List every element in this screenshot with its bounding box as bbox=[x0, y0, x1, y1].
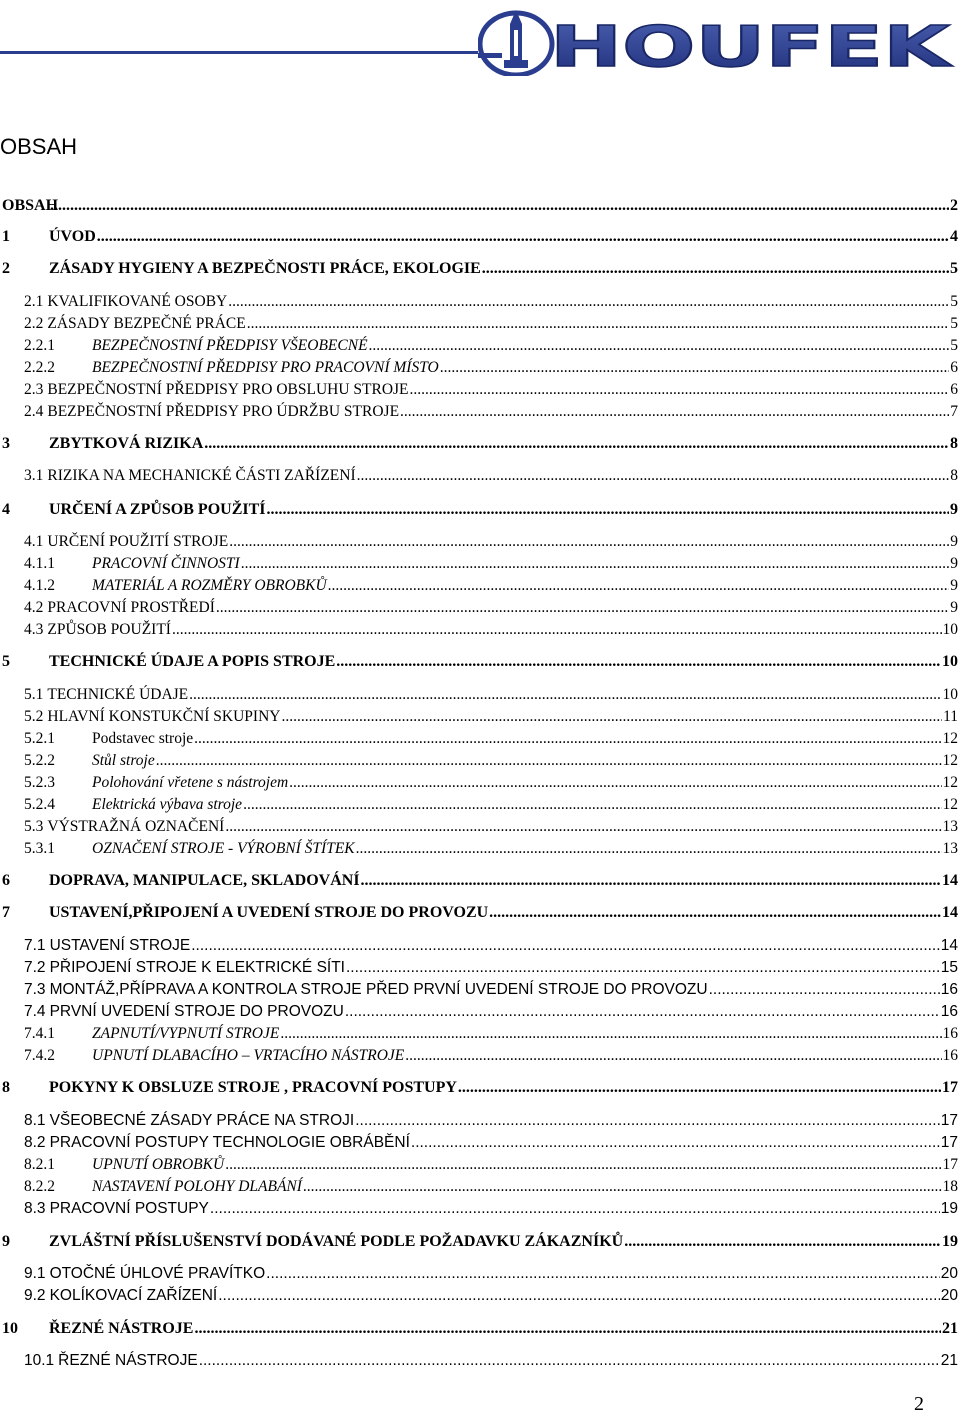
toc-entry-page: 10 bbox=[942, 653, 958, 670]
toc-entry[interactable] bbox=[0, 1152, 958, 1174]
toc-entry[interactable] bbox=[0, 193, 958, 215]
toc-dot-leader bbox=[172, 621, 942, 639]
toc-dot-leader bbox=[303, 1178, 942, 1196]
toc-entry-title: VŠEOBECNÉ ZÁSADY PRÁCE NA STROJI bbox=[49, 1112, 355, 1129]
toc-entry-page: 10 bbox=[942, 686, 958, 703]
toc-entry-title: Stůl stroje bbox=[92, 752, 155, 769]
toc-entry-number: 5.1 bbox=[24, 686, 44, 703]
toc-entry[interactable] bbox=[0, 617, 958, 639]
toc-entry-number: 3 bbox=[2, 435, 10, 452]
toc-dot-leader bbox=[267, 501, 950, 519]
toc-entry[interactable] bbox=[0, 748, 958, 770]
toc-dot-leader bbox=[191, 937, 940, 955]
toc-entry-page: 19 bbox=[942, 1233, 958, 1250]
toc-entry-number: 2 bbox=[2, 260, 10, 277]
toc-entry-page: 12 bbox=[942, 774, 958, 791]
toc-entry-title: DOPRAVA, MANIPULACE, SKLADOVÁNÍ bbox=[49, 872, 360, 889]
toc-entry-title: PRACOVNÍ PROSTŘEDÍ bbox=[47, 599, 215, 616]
toc-dot-leader bbox=[216, 599, 949, 617]
toc-dot-leader bbox=[482, 260, 949, 278]
toc-entry-title: PŘIPOJENÍ STROJE K ELEKTRICKÉ SÍTI bbox=[49, 959, 345, 976]
toc-entry-number: 8.2 bbox=[24, 1134, 46, 1151]
toc-dot-leader bbox=[194, 1320, 941, 1338]
toc-entry-title: UPNUTÍ DLABACÍHO – VRTACÍHO NÁSTROJE bbox=[92, 1047, 405, 1064]
toc-entry-title: OTOČNÉ ÚHLOVÉ PRAVÍTKO bbox=[49, 1265, 266, 1282]
toc-entry-number: 5.2.2 bbox=[24, 752, 55, 769]
toc-entry-number: 2.3 bbox=[24, 381, 44, 398]
toc-entry-page: 12 bbox=[942, 752, 958, 769]
toc-entry-title: URČENÍ POUŽITÍ STROJE bbox=[47, 533, 229, 550]
toc-entry-number: 5.2.1 bbox=[24, 730, 55, 747]
toc-dot-leader bbox=[346, 959, 940, 977]
page-heading: OBSAH bbox=[0, 134, 78, 159]
toc-entry[interactable] bbox=[0, 1229, 958, 1251]
toc-entry-page: 18 bbox=[942, 1178, 958, 1195]
toc-dot-leader bbox=[225, 818, 941, 836]
toc-entry[interactable] bbox=[0, 977, 958, 999]
toc-dot-leader bbox=[328, 577, 950, 595]
toc-entry-title: USTAVENÍ,PŘIPOJENÍ A UVEDENÍ STROJE DO PROVOZU bbox=[49, 904, 489, 921]
toc-entry-page: 17 bbox=[942, 1156, 958, 1173]
toc-entry[interactable] bbox=[0, 1021, 958, 1043]
toc-entry-page: 14 bbox=[940, 937, 958, 954]
toc-entry[interactable] bbox=[0, 792, 958, 814]
toc-entry-number: 5 bbox=[2, 653, 10, 670]
toc-entry-title: ZÁSADY BEZPEČNÉ PRÁCE bbox=[47, 315, 246, 332]
toc-entry[interactable] bbox=[0, 377, 958, 399]
toc-dot-leader bbox=[218, 1287, 940, 1305]
toc-entry-page: 7 bbox=[950, 403, 958, 420]
toc-entry-title: ZAPNUTÍ/VYPNUTÍ STROJE bbox=[92, 1025, 280, 1042]
toc-dot-leader bbox=[225, 1156, 941, 1174]
toc-entry[interactable] bbox=[0, 256, 958, 278]
toc-entry-number: 7.1 bbox=[24, 937, 46, 954]
toc-entry-title: Podstavec stroje bbox=[92, 730, 194, 747]
toc-entry-title: MATERIÁL A ROZMĚRY OBROBKŮ bbox=[92, 577, 327, 594]
toc-entry-number: 4.1 bbox=[24, 533, 44, 550]
toc-entry-title: KVALIFIKOVANÉ OSOBY bbox=[47, 293, 228, 310]
toc-entry[interactable] bbox=[0, 900, 958, 922]
toc-entry-page: 16 bbox=[942, 1047, 958, 1064]
toc-entry-title: PRACOVNÍ ČINNOSTI bbox=[92, 555, 240, 572]
toc-entry-page: 6 bbox=[950, 381, 958, 398]
toc-entry[interactable] bbox=[0, 1043, 958, 1065]
toc-dot-leader bbox=[50, 197, 949, 215]
toc-entry[interactable] bbox=[0, 999, 958, 1021]
toc-entry-page: 8 bbox=[950, 467, 958, 484]
toc-entry-page: 20 bbox=[940, 1265, 958, 1282]
toc-entry-page: 12 bbox=[942, 730, 958, 747]
toc-entry-number: 4.2 bbox=[24, 599, 44, 616]
toc-entry-page: 13 bbox=[942, 818, 958, 835]
toc-entry-page: 9 bbox=[950, 501, 958, 518]
toc-entry-page: 5 bbox=[950, 260, 958, 277]
toc-entry-page: 21 bbox=[940, 1352, 958, 1369]
toc-entry-number: 4.1.1 bbox=[24, 555, 55, 572]
toc-entry-page: 16 bbox=[940, 1003, 958, 1020]
toc-dot-leader bbox=[709, 981, 940, 999]
toc-dot-leader bbox=[247, 315, 950, 333]
toc-entry-number: 9 bbox=[2, 1233, 10, 1250]
toc-entry-number: 7.2 bbox=[24, 959, 46, 976]
toc-entry-page: 8 bbox=[950, 435, 958, 452]
toc-dot-leader bbox=[204, 435, 949, 453]
toc-entry-title: HLAVNÍ KONSTUKČNÍ SKUPINY bbox=[47, 708, 281, 725]
toc-entry-page: 5 bbox=[950, 315, 958, 332]
toc-dot-leader bbox=[369, 337, 950, 355]
toc-entry-number: 4.1.2 bbox=[24, 577, 55, 594]
toc-entry-page: 15 bbox=[940, 959, 958, 976]
toc-dot-leader bbox=[210, 1200, 940, 1218]
toc-entry[interactable] bbox=[0, 836, 958, 858]
toc-entry[interactable] bbox=[0, 868, 958, 890]
toc-dot-leader bbox=[229, 533, 949, 551]
toc-entry-title: Polohování vřetene s nástrojem bbox=[92, 774, 289, 791]
toc-entry[interactable] bbox=[0, 682, 958, 704]
toc-entry-title: RIZIKA NA MECHANICKÉ ČÁSTI ZAŘÍZENÍ bbox=[47, 467, 356, 484]
toc-entry-page: 5 bbox=[950, 337, 958, 354]
toc-entry-title: ZVLÁŠTNÍ PŘÍSLUŠENSTVÍ DODÁVANÉ PODLE POŽADAVKU ZÁKAZNÍKŮ bbox=[49, 1233, 624, 1250]
toc-dot-leader bbox=[410, 381, 950, 399]
toc-entry[interactable] bbox=[0, 355, 958, 377]
toc-entry-title: KOLÍKOVACÍ ZAŘÍZENÍ bbox=[49, 1287, 218, 1304]
toc-entry-number: OBSAH bbox=[2, 197, 59, 214]
toc-entry-page: 11 bbox=[943, 708, 958, 725]
toc-entry[interactable] bbox=[0, 704, 958, 726]
toc-entry-title: BEZPEČNOSTNÍ PŘEDPISY VŠEOBECNÉ bbox=[92, 337, 368, 354]
toc-entry-title: ÚVOD bbox=[49, 228, 96, 245]
toc-dot-leader bbox=[241, 555, 950, 573]
toc-dot-leader bbox=[243, 796, 941, 814]
toc-entry-page: 9 bbox=[950, 599, 958, 616]
toc-entry-number: 7.4.1 bbox=[24, 1025, 55, 1042]
toc-dot-leader bbox=[440, 359, 950, 377]
toc-entry-number: 4 bbox=[2, 501, 10, 518]
toc-entry-page: 17 bbox=[940, 1112, 958, 1129]
toc-entry-title: URČENÍ A ZPŮSOB POUŽITÍ bbox=[49, 501, 266, 518]
toc-entry[interactable] bbox=[0, 595, 958, 617]
toc-dot-leader bbox=[336, 653, 941, 671]
toc-entry-number: 8.1 bbox=[24, 1112, 46, 1129]
toc-entry[interactable] bbox=[0, 726, 958, 748]
toc-entry-page: 9 bbox=[950, 555, 958, 572]
toc-entry[interactable] bbox=[0, 1108, 958, 1130]
toc-entry-number: 2.1 bbox=[24, 293, 44, 310]
toc-entry-title: BEZPEČNOSTNÍ PŘEDPISY PRO PRACOVNÍ MÍSTO bbox=[92, 359, 439, 376]
toc-entry-number: 8 bbox=[2, 1079, 10, 1096]
toc-entry-number: 10 bbox=[2, 1320, 18, 1337]
toc-dot-leader bbox=[345, 1003, 940, 1021]
toc-entry-page: 9 bbox=[950, 577, 958, 594]
toc-entry-title: ZPŮSOB POUŽITÍ bbox=[47, 621, 171, 638]
toc-entry-page: 21 bbox=[942, 1320, 958, 1337]
toc-entry-number: 5.2 bbox=[24, 708, 44, 725]
toc-dot-leader bbox=[266, 1265, 940, 1283]
toc-entry[interactable] bbox=[0, 463, 958, 485]
toc-dot-leader bbox=[194, 730, 941, 748]
toc-entry-number: 1 bbox=[2, 228, 10, 245]
toc-dot-leader bbox=[357, 467, 950, 485]
toc-entry-number: 7.4.2 bbox=[24, 1047, 55, 1064]
toc-entry[interactable] bbox=[0, 289, 958, 311]
toc-entry-number: 8.2.2 bbox=[24, 1178, 55, 1195]
toc-entry-title: BEZPEČNOSTNÍ PŘEDPISY PRO OBSLUHU STROJE bbox=[47, 381, 409, 398]
toc-entry-number: 5.2.4 bbox=[24, 796, 55, 813]
toc-entry[interactable] bbox=[0, 1283, 958, 1305]
toc-entry-page: 12 bbox=[942, 796, 958, 813]
toc-entry-title: BEZPEČNOSTNÍ PŘEDPISY PRO ÚDRŽBU STROJE bbox=[47, 403, 400, 420]
toc-entry[interactable] bbox=[0, 529, 958, 551]
toc-entry[interactable] bbox=[0, 431, 958, 453]
toc-dot-leader bbox=[97, 228, 949, 246]
toc-entry-title: OZNAČENÍ STROJE - VÝROBNÍ ŠTÍTEK bbox=[92, 840, 355, 857]
toc-entry-title: PRVNÍ UVEDENÍ STROJE DO PROVOZU bbox=[49, 1003, 344, 1020]
toc-entry-page: 4 bbox=[950, 228, 958, 245]
toc-entry[interactable] bbox=[0, 1130, 958, 1152]
toc-entry-title: ZBYTKOVÁ RIZIKA bbox=[49, 435, 204, 452]
toc-entry-page: 9 bbox=[950, 533, 958, 550]
toc-entry-title: Elektrická výbava stroje bbox=[92, 796, 243, 813]
toc-entry-number: 7.4 bbox=[24, 1003, 46, 1020]
toc-entry-number: 2.4 bbox=[24, 403, 44, 420]
toc-entry-number: 2.2.1 bbox=[24, 337, 55, 354]
toc-entry-number: 9.1 bbox=[24, 1265, 46, 1282]
toc-dot-leader bbox=[189, 686, 941, 704]
toc-dot-leader bbox=[280, 1025, 941, 1043]
toc-entry-number: 5.3 bbox=[24, 818, 44, 835]
toc-entry-number: 7 bbox=[2, 904, 10, 921]
toc-entry-title: PRACOVNÍ POSTUPY bbox=[49, 1200, 209, 1217]
toc-entry[interactable] bbox=[0, 333, 958, 355]
toc-entry-page: 13 bbox=[942, 840, 958, 857]
toc-entry-number: 4.3 bbox=[24, 621, 44, 638]
toc-entry[interactable] bbox=[0, 399, 958, 421]
toc-entry-title: TECHNICKÉ ÚDAJE A POPIS STROJE bbox=[49, 653, 336, 670]
toc-entry[interactable] bbox=[0, 649, 958, 671]
toc-dot-leader bbox=[281, 708, 942, 726]
toc-entry[interactable] bbox=[0, 770, 958, 792]
toc-entry-page: 2 bbox=[950, 197, 958, 214]
toc-dot-leader bbox=[355, 1112, 940, 1130]
toc-entry-page: 20 bbox=[940, 1287, 958, 1304]
toc-entry[interactable] bbox=[0, 573, 958, 595]
toc-entry-title: POKYNY K OBSLUZE STROJE , PRACOVNÍ POSTUPY bbox=[49, 1079, 457, 1096]
toc-entry[interactable] bbox=[0, 955, 958, 977]
toc-entry-number: 2.2.2 bbox=[24, 359, 55, 376]
toc-entry-title: VÝSTRAŽNÁ OZNAČENÍ bbox=[47, 818, 225, 835]
toc-entry-title: USTAVENÍ STROJE bbox=[49, 937, 191, 954]
toc-entry-number: 8.2.1 bbox=[24, 1156, 55, 1173]
toc-dot-leader bbox=[199, 1352, 940, 1370]
toc-dot-leader bbox=[400, 403, 949, 421]
toc-entry[interactable] bbox=[0, 933, 958, 955]
toc-entry-title: ZÁSADY HYGIENY A BEZPEČNOSTI PRÁCE, EKOLOGIE bbox=[49, 260, 481, 277]
toc-entry[interactable] bbox=[0, 1075, 958, 1097]
toc-entry-title: TECHNICKÉ ÚDAJE bbox=[47, 686, 189, 703]
toc-entry[interactable] bbox=[0, 1316, 958, 1338]
toc-entry-page: 5 bbox=[950, 293, 958, 310]
toc-entry-page: 14 bbox=[942, 904, 958, 921]
toc-entry[interactable] bbox=[0, 1196, 958, 1218]
toc-entry-number: 5.2.3 bbox=[24, 774, 55, 791]
toc-entry-number: 8.3 bbox=[24, 1200, 46, 1217]
toc-dot-leader bbox=[411, 1134, 940, 1152]
toc-entry-title: ŘEZNÉ NÁSTROJE bbox=[58, 1352, 198, 1369]
toc-entry-page: 10 bbox=[942, 621, 958, 638]
toc-dot-leader bbox=[361, 872, 941, 890]
toc-dot-leader bbox=[405, 1047, 941, 1065]
logo-wordmark: HOUFEK bbox=[550, 15, 954, 76]
toc-dot-leader bbox=[289, 774, 941, 792]
toc-entry-number: 9.2 bbox=[24, 1287, 46, 1304]
toc-entry[interactable] bbox=[0, 1174, 958, 1196]
toc-entry[interactable] bbox=[0, 814, 958, 836]
toc-entry-page: 16 bbox=[942, 1025, 958, 1042]
toc-entry[interactable] bbox=[0, 1261, 958, 1283]
toc-entry-title: MONTÁŽ,PŘÍPRAVA A KONTROLA STROJE PŘED PRVNÍ UVEDENÍ STROJE DO PROVOZU bbox=[49, 981, 708, 998]
toc-entry-page: 19 bbox=[940, 1200, 958, 1217]
toc-entry-page: 16 bbox=[940, 981, 958, 998]
toc-entry-page: 14 bbox=[942, 872, 958, 889]
toc-entry-number: 7.3 bbox=[24, 981, 46, 998]
toc-dot-leader bbox=[624, 1233, 941, 1251]
toc-dot-leader bbox=[458, 1079, 941, 1097]
toc-entry-title: NASTAVENÍ POLOHY DLABÁNÍ bbox=[92, 1178, 302, 1195]
toc-dot-leader bbox=[228, 293, 949, 311]
toc-entry-title: UPNUTÍ OBROBKŮ bbox=[92, 1156, 225, 1173]
toc-dot-leader bbox=[156, 752, 942, 770]
page-number: 2 bbox=[914, 1393, 924, 1415]
toc-dot-leader bbox=[356, 840, 942, 858]
toc-entry-page: 6 bbox=[950, 359, 958, 376]
toc-entry[interactable] bbox=[0, 497, 958, 519]
toc-entry-number: 3.1 bbox=[24, 467, 44, 484]
toc-entry[interactable] bbox=[0, 311, 958, 333]
toc-entry[interactable] bbox=[0, 551, 958, 573]
toc-entry-number: 2.2 bbox=[24, 315, 44, 332]
toc-entry-number: 10.1 bbox=[24, 1352, 55, 1369]
toc-entry-number: 5.3.1 bbox=[24, 840, 55, 857]
toc-entry[interactable] bbox=[0, 224, 958, 246]
toc-entry-number: 6 bbox=[2, 872, 10, 889]
toc-entry-title: ŘEZNÉ NÁSTROJE bbox=[49, 1320, 194, 1337]
toc-dot-leader bbox=[489, 904, 941, 922]
toc-entry-title: PRACOVNÍ POSTUPY TECHNOLOGIE OBRÁBĚNÍ bbox=[49, 1134, 410, 1151]
toc-entry-page: 17 bbox=[942, 1079, 958, 1096]
toc-entry[interactable] bbox=[0, 1348, 958, 1370]
toc-entry-page: 17 bbox=[940, 1134, 958, 1151]
